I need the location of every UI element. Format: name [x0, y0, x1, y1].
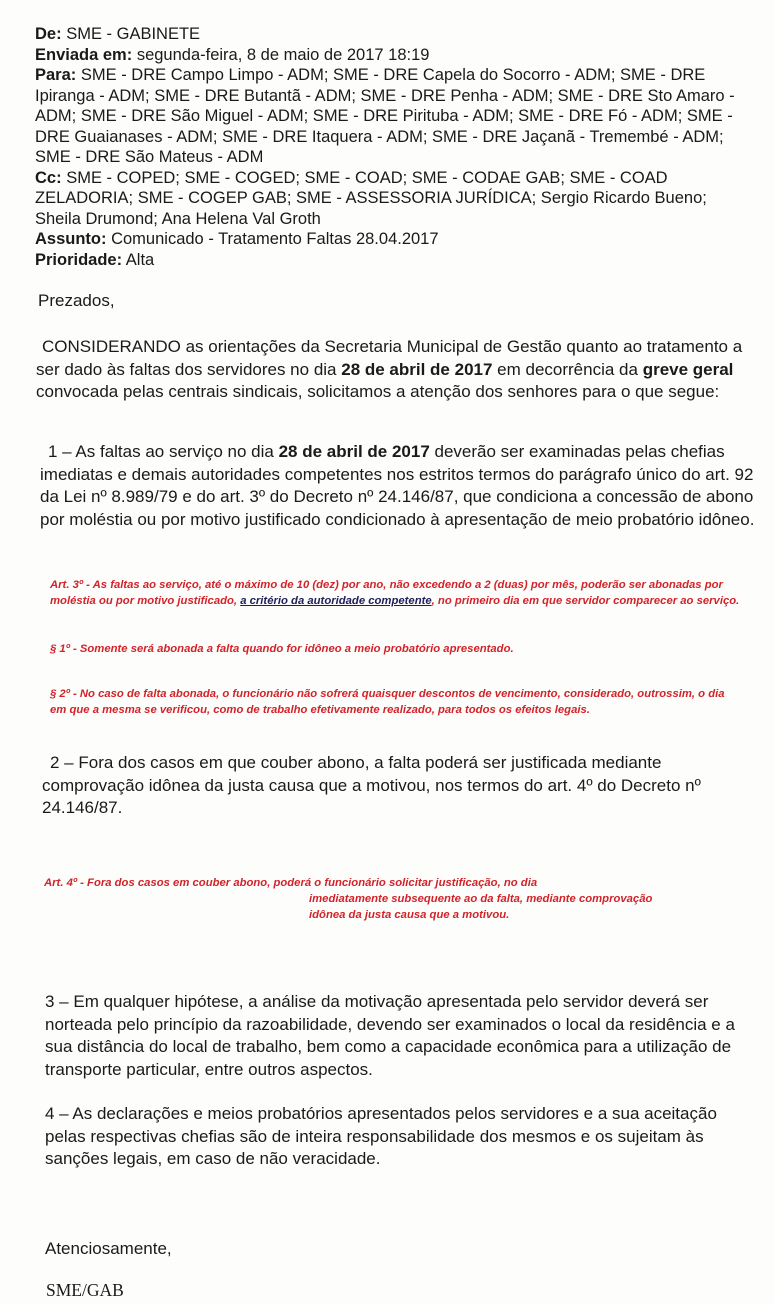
quote-art-4-line-2: imediatamente subsequente ao da falta, mediante comprovação — [309, 893, 653, 905]
item-1 — [40, 441, 760, 531]
intro-text-2: em decorrência da — [492, 359, 643, 379]
intro-text-1: CONSIDERANDO as orientações da Secretaria Municipal de Gestão quanto ao tratamento a ser dado às faltas dos servidores no dia — [36, 337, 743, 379]
email-header — [35, 24, 755, 270]
from-value: SME - GABINETE — [66, 25, 201, 43]
quote-art-3-text-2: , no primeiro dia em que servidor comparecer ao serviço. — [431, 595, 740, 607]
priority-label: Prioridade: — [35, 250, 123, 269]
from-line — [35, 24, 755, 45]
to-value: SME - DRE Campo Limpo - ADM; SME - DRE Capela do Socorro - ADM; SME - DRE Ipiranga - ADM; SME - DRE Butantã - ADM; SME - DRE Penha - ADM; SME - DRE Sto Amaro - ADM; SME - DRE São Miguel - ADM; SME - DRE Pirituba - ADM; SME - DRE Fó - ADM; SME - DRE Guaianases - ADM; SME - DRE Itaquera - ADM; SME - DRE Jaçanã - Tremembé - ADM; SME - DRE São Mateus - ADM — [35, 66, 735, 166]
sent-line — [35, 45, 755, 66]
priority-line — [35, 250, 755, 271]
cc-line — [35, 168, 755, 230]
intro-text-3: convocada pelas centrais sindicais, solicitamos a atenção dos senhores para o que segue: — [36, 382, 720, 401]
item-3: 3 – Em qualquer hipótese, a análise da motivação apresentada pelo servidor deverá ser norteada pelo princípio da razoabilidade, devendo ser examinados o local da residência e a sua distância do local de trabalho, bem como a capacidade econômica para a utilização de transporte particular, entre outros aspectos. — [45, 992, 735, 1079]
intro-date: 28 de abril de 2017 — [341, 359, 493, 379]
to-line — [35, 65, 755, 168]
quote-art-4-line-1: Art. 4º - Fora dos casos em couber abono, poderá o funcionário solicitar justificação, no dia — [44, 877, 538, 889]
item-1-text-1: 1 – As faltas ao serviço no dia — [48, 442, 279, 461]
quote-art-3-underlined: a critério da autoridade competente — [240, 595, 432, 607]
subject-value: Comunicado - Tratamento Faltas 28.04.2017 — [111, 230, 439, 248]
sent-value: segunda-feira, 8 de maio de 2017 18:19 — [136, 45, 430, 64]
to-label: Para: — [35, 66, 77, 84]
sent-label: Enviada em: — [35, 45, 133, 64]
quote-art-3 — [50, 577, 740, 609]
subject-line — [35, 229, 755, 250]
closing: Atenciosamente, — [45, 1239, 172, 1258]
cc-value: SME - COPED; SME - COGED; SME - COAD; SME - CODAE GAB; SME - COAD ZELADORIA; SME - COGEP GAB; SME - ASSESSORIA JURÍDICA; Sergio Ricardo Bueno; Sheila Drumond; Ana Helena Val Groth — [35, 168, 707, 228]
quote-paragraph-1: § 1º - Somente será abonada a falta quando for idôneo a meio probatório apresentado. — [50, 643, 514, 655]
cc-label: Cc: — [35, 168, 62, 187]
item-1-text-2: deverão ser examinadas pelas chefias imediatas e demais autoridades competentes nos estritos termos do parágrafo único do art. 92 da Lei nº 8.989/79 e do art. 3º do Decreto nº 24.146/87, que condiciona a concessão de abono por moléstia ou por motivo justificado condicionado à apresentação de meio probatório idôneo. — [40, 442, 755, 529]
intro-paragraph — [36, 336, 762, 404]
item-2: 2 – Fora dos casos em que couber abono, a falta poderá ser justificada mediante comprovação idônea da justa causa que a motivou, nos termos do art. 4º do Decreto nº 24.146/87. — [42, 753, 701, 817]
item-4: 4 – As declarações e meios probatórios apresentados pelos servidores e a sua aceitação pelas respectivas chefias são de inteira responsabilidade dos mesmos e os sujeitam às sanções legais, em caso de não veracidade. — [45, 1104, 717, 1168]
from-label: De: — [35, 25, 62, 43]
priority-value: Alta — [125, 250, 155, 269]
quote-paragraph-2: § 2º - No caso de falta abonada, o funcionário não sofrerá quaisquer descontos de vencimento, considerado, outrossim, o dia em que a mesma se verificou, como de trabalho efetivamente realizado, para todos os efeitos legais. — [50, 688, 725, 716]
signature: SME/GAB — [46, 1280, 124, 1300]
greeting: Prezados, — [38, 291, 115, 310]
subject-label: Assunto: — [35, 230, 107, 248]
item-1-date: 28 de abril de 2017 — [278, 442, 430, 461]
quote-art-4-line-3: idônea da justa causa que a motivou. — [309, 909, 510, 921]
intro-strike: greve geral — [642, 359, 734, 379]
quote-art-3-text-1: Art. 3º - As faltas ao serviço, até o máximo de 10 (dez) por ano, não excedendo a 2 (duas) por mês, poderão ser abonadas por moléstia ou por motivo justificado, — [50, 579, 723, 607]
